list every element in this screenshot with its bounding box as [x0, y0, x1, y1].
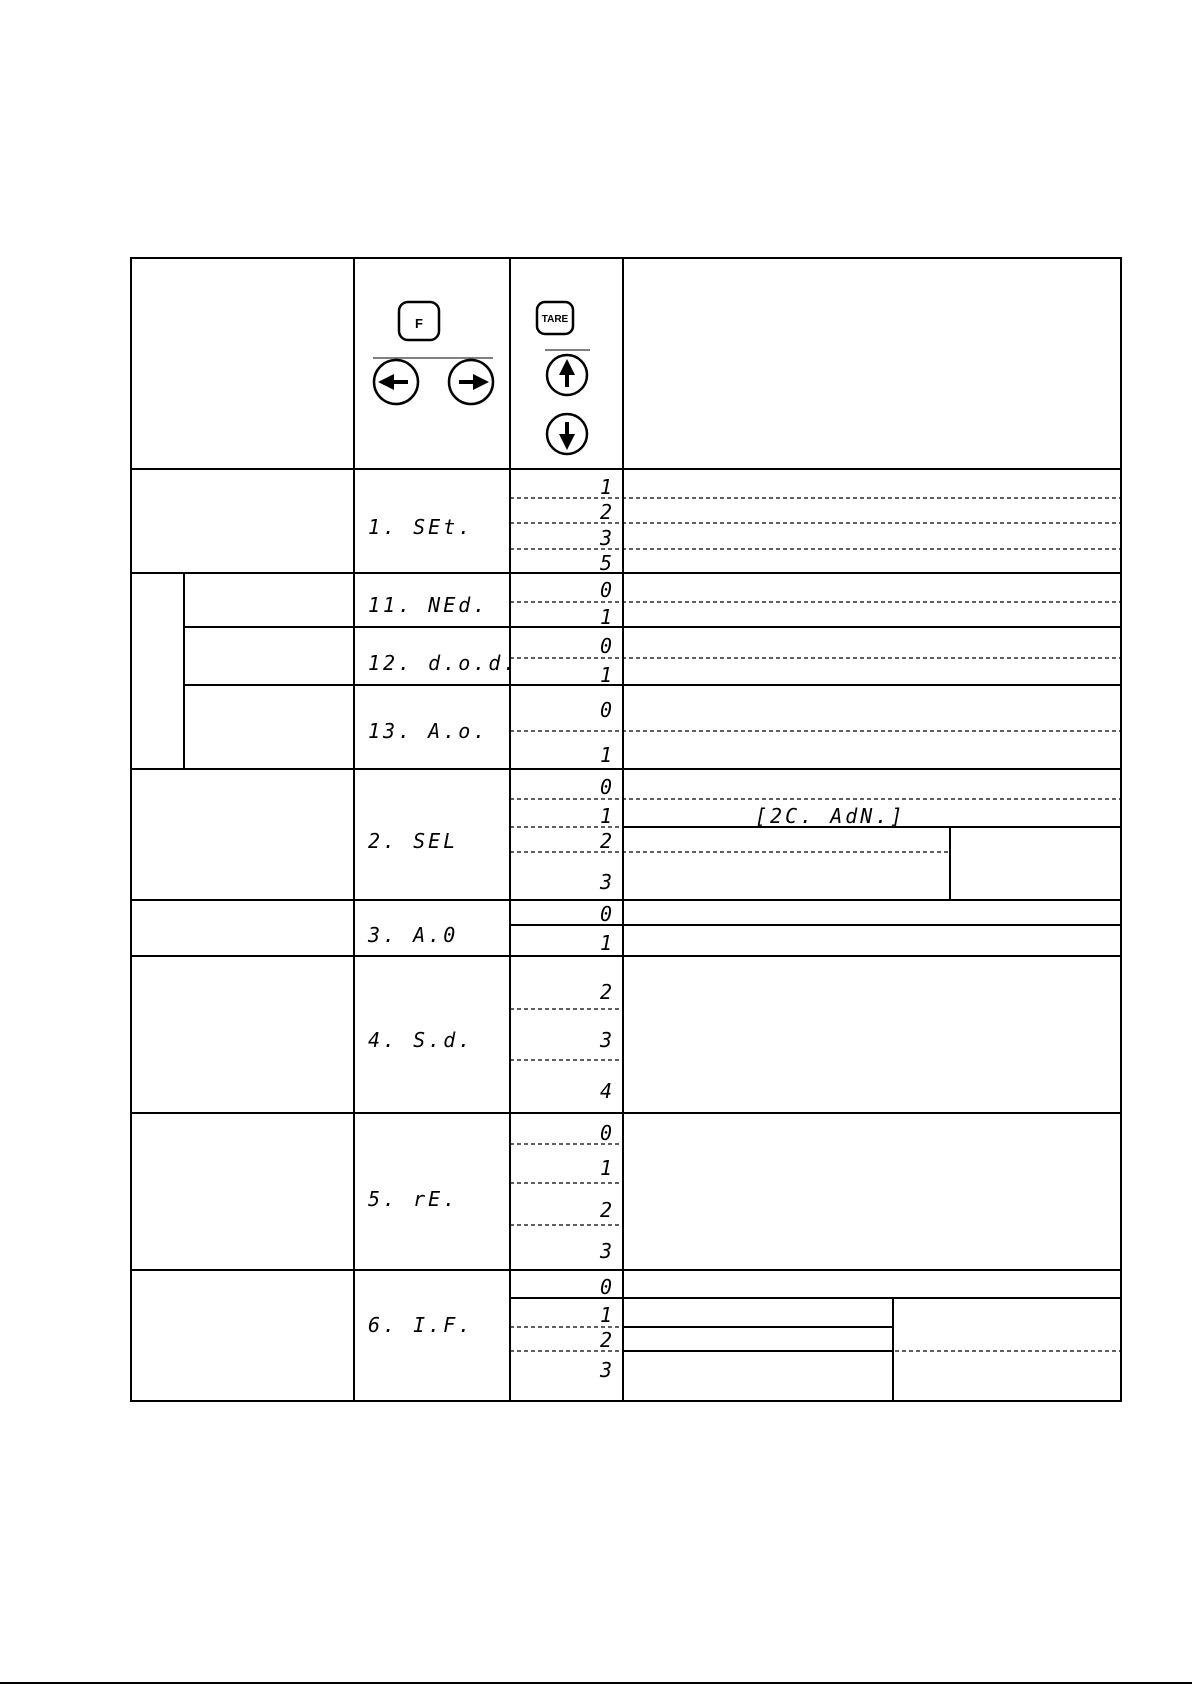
down-arrow-icon — [547, 414, 587, 454]
option-value: 1 — [599, 931, 612, 955]
option-value: 0 — [599, 634, 612, 658]
option-value: 2 — [599, 829, 612, 853]
svg-text:TARE: TARE — [541, 314, 569, 325]
option-value: 3 — [599, 1358, 612, 1382]
menu-code: 2. SEL — [368, 829, 459, 853]
option-note: [2C. AdN.] — [755, 804, 906, 828]
option-value: 1 — [599, 743, 612, 767]
option-value: 0 — [599, 578, 612, 602]
option-value: 3 — [599, 870, 612, 894]
option-value: 0 — [599, 775, 612, 799]
option-value: 0 — [599, 698, 612, 722]
f-key-icon — [399, 302, 439, 340]
menu-code: 6. I.F. — [368, 1313, 474, 1337]
option-value: 4 — [599, 1079, 612, 1103]
option-value: 1 — [599, 804, 612, 828]
right-arrow-icon — [449, 360, 493, 404]
tare-key-icon — [537, 302, 573, 334]
up-arrow-icon — [547, 355, 587, 395]
option-value: 3 — [599, 1239, 612, 1263]
option-value: 1 — [599, 1303, 612, 1327]
menu-code: 13. A.o. — [368, 719, 489, 743]
option-value: 0 — [599, 902, 612, 926]
option-value: 2 — [599, 980, 612, 1004]
menu-code: 3. A.0 — [368, 923, 459, 947]
svg-text:F: F — [415, 316, 423, 331]
option-value: 1 — [599, 1156, 612, 1180]
option-value: 5 — [599, 551, 612, 575]
menu-code: 5. rE. — [368, 1187, 459, 1211]
left-arrow-icon — [374, 360, 418, 404]
option-value: 1 — [599, 605, 612, 629]
option-value: 2 — [599, 500, 612, 524]
option-value: 0 — [599, 1121, 612, 1145]
option-value: 2 — [599, 1198, 612, 1222]
option-value: 2 — [599, 1328, 612, 1352]
menu-code: 1. SEt. — [368, 515, 474, 539]
menu-code: 4. S.d. — [368, 1028, 474, 1052]
table-frame — [131, 258, 1121, 1401]
option-value: 1 — [599, 475, 612, 499]
option-value: 3 — [599, 526, 612, 550]
option-value: 3 — [599, 1028, 612, 1052]
menu-code: 12. d.o.d. — [368, 651, 519, 675]
option-value: 0 — [599, 1275, 612, 1299]
menu-code: 11. NEd. — [368, 593, 489, 617]
option-value: 1 — [599, 663, 612, 687]
